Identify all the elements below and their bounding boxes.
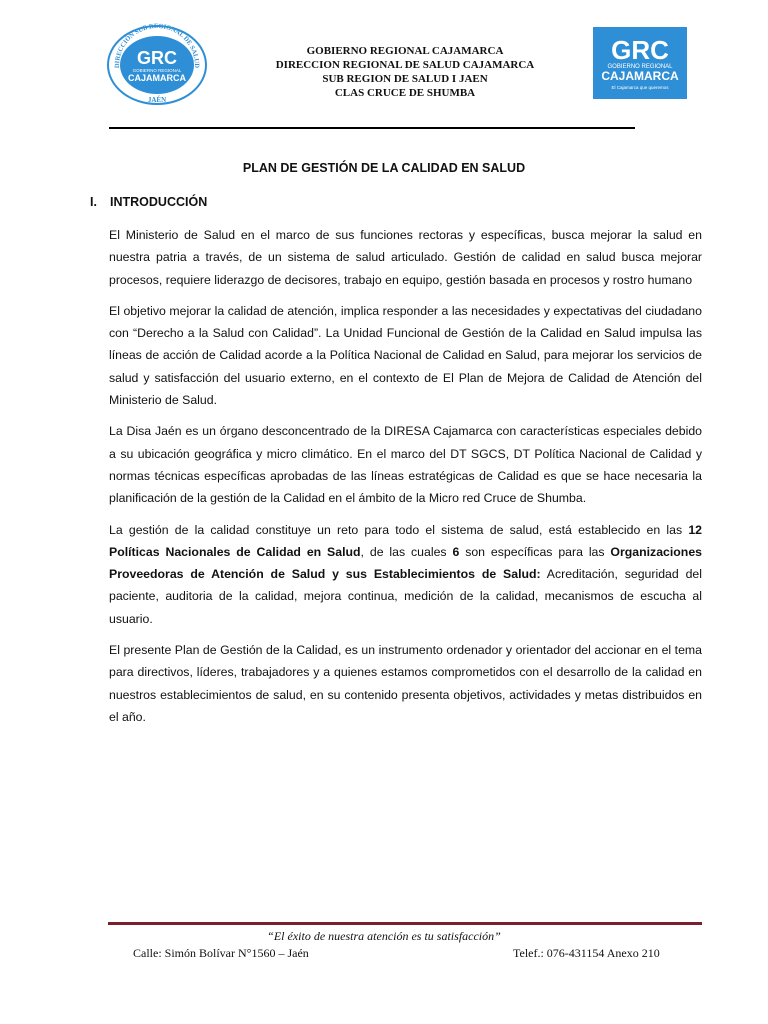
header-line: CLAS CRUCE DE SHUMBA	[334, 87, 476, 99]
grc-mark: GRC	[611, 35, 669, 65]
seal-line1: GOBIERNO REGIONAL	[132, 68, 182, 73]
footer-slogan: “El éxito de nuestra atención es tu satisfacción”	[267, 929, 501, 943]
header-line: SUB REGION DE SALUD I JAEN	[322, 73, 488, 85]
section-heading	[90, 195, 207, 209]
grc-line1: GOBIERNO REGIONAL	[607, 64, 673, 70]
seal-bottom-text: JAÉN	[147, 96, 167, 104]
header-divider	[109, 127, 635, 129]
paragraph-text: son específicas para las	[459, 544, 611, 559]
section-title: INTRODUCCIÓN	[110, 195, 208, 209]
paragraph: La Disa Jaén es un órgano desconcentrado de la DIRESA Cajamarca con características especiales debido a su ubicación geográfica y micro climático. En el marco del DT SGCS, DT Política Nacional de Calidad y normas técnicas específicas aprobadas de las líneas estratégicas de Calidad es que se hace necesaria la planificación de la gestión de la Calidad en el ámbito de la Micro red Cruce de Shumba.	[109, 424, 702, 506]
header-line: GOBIERNO REGIONAL CAJAMARCA	[306, 45, 504, 57]
grc-cajamarca-logo	[593, 27, 687, 99]
document-body	[109, 224, 702, 737]
seal-ring-text: DIRECCIÓN SUB REGIONAL DE SALUD	[113, 22, 201, 69]
section-number: I.	[90, 195, 97, 209]
paragraph: El Ministerio de Salud en el marco de sus funciones rectoras y específicas, busca mejorar la salud en nuestra patria a través, de un sistema de salud articulado. Gestión de calidad en salud busca mejorar procesos, requiere liderazgo de decisores, trabajo en equipo, gestión basada en procesos y rostro humano	[109, 228, 702, 287]
seal-line2: CAJAMARCA	[128, 73, 186, 83]
footer-divider	[108, 922, 702, 925]
footer-phone: Telef.: 076-431154 Anexo 210	[513, 946, 660, 960]
paragraph-bold-text: 6	[452, 544, 460, 559]
grc-line2: CAJAMARCA	[601, 69, 679, 83]
grc-line3: El Cajamarca que queremos	[611, 85, 669, 90]
header-line: DIRECCION REGIONAL DE SALUD CAJAMARCA	[275, 59, 535, 71]
paragraph-bold-text: 12 Políticas Nacionales de Calidad en Salud	[109, 522, 702, 559]
paragraph-bold-text: Organizaciones Proveedoras de Atención de Salud y sus Establecimientos de Salud:	[109, 544, 702, 582]
seal-mark: GRC	[137, 48, 177, 68]
paragraph: El presente Plan de Gestión de la Calidad, es un instrumento ordenador y orientador del accionar en el tema para directivos, líderes, trabajadores y a quienes estamos comprometidos con el desarrollo de la calidad en nuestros establecimientos de salud, en su contenido presenta objetivos, actividades y metas distribuidos en el año.	[109, 643, 702, 724]
paragraph-text: Acreditación, seguridad del paciente, auditoria de la calidad, mejora continua, medición de la calidad, mecanismos de escucha al usuario.	[109, 567, 702, 626]
dirsa-jaen-seal-logo	[105, 22, 209, 106]
paragraph-text: , de las cuales	[360, 544, 453, 559]
footer-address: Calle: Simón Bolívar N°1560 – Jaén	[133, 946, 309, 960]
paragraph: El objetivo mejorar la calidad de atención, implica responder a las necesidades y expectativas del ciudadano con “Derecho a la Salud con Calidad”. La Unidad Funcional de Gestión de la Calidad en Salud impulsa las líneas de acción de Calidad acorde a la Política Nacional de Calidad en Salud, para mejorar los servicios de salud y satisfacción del usuario externo, en el contexto de El Plan de Mejora de Calidad de Atención del Ministerio de Salud.	[109, 303, 702, 408]
paragraph-text: La gestión de la calidad constituye un reto para todo el sistema de salud, está establecido en las	[109, 522, 689, 537]
document-title: PLAN DE GESTIÓN DE LA CALIDAD EN SALUD	[242, 161, 526, 175]
header-institution-lines	[260, 44, 550, 100]
paragraph	[109, 519, 702, 630]
